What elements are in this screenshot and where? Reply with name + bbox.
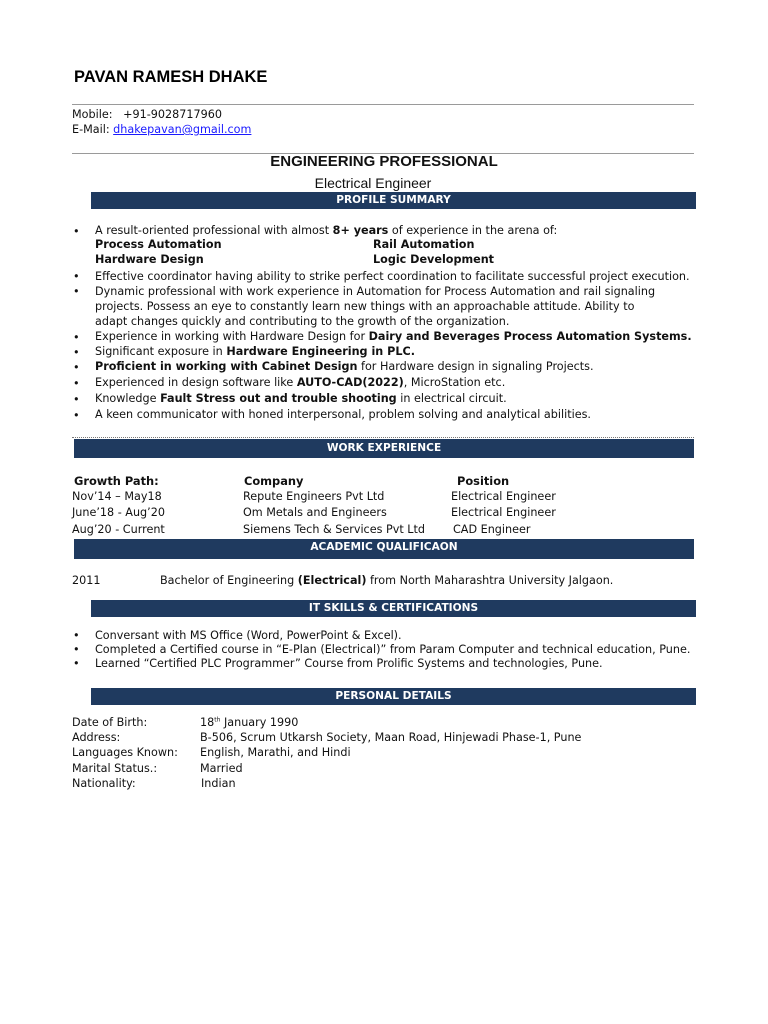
bullet-icon: • [73, 331, 80, 344]
text: from North Maharashtra University Jalgaon. [366, 574, 614, 587]
area-item: Process Automation [95, 238, 222, 251]
text: 18 [200, 716, 215, 729]
text: for Hardware design in signaling Projects. [357, 360, 594, 373]
work-position: Electrical Engineer [451, 506, 556, 519]
personal-details-heading: PERSONAL DETAILS [91, 688, 696, 705]
text-bold: (Electrical) [297, 574, 367, 587]
text: Knowledge [95, 392, 161, 405]
work-position: Electrical Engineer [451, 490, 556, 503]
profile-bullet [95, 330, 692, 343]
bullet-icon: • [73, 346, 80, 359]
profile-bullet-cont: adapt changes quickly and contributing to the growth of the organization. [95, 315, 510, 328]
page-subtitle: Electrical Engineer [314, 175, 432, 191]
text-bold: Proficient in working with Cabinet Design [95, 360, 358, 373]
mobile-value: +91-9028717960 [123, 108, 222, 121]
divider [72, 437, 694, 438]
bullet-icon: • [73, 393, 80, 406]
bullet-icon: • [73, 377, 80, 390]
profile-bullet-cont: projects. Possess an eye to constantly learn new things with an approachable attitude. Ability to [95, 300, 635, 313]
work-experience-heading: WORK EXPERIENCE [74, 439, 694, 458]
languages-value: English, Marathi, and Hindi [200, 746, 351, 759]
work-company: Om Metals and Engineers [243, 506, 387, 519]
candidate-name: PAVAN RAMESH DHAKE [74, 68, 268, 86]
bullet-icon: • [73, 285, 80, 298]
text: Bachelor of Engineering [160, 574, 298, 587]
bullet-icon: • [73, 361, 80, 374]
bullet-icon: • [73, 643, 80, 656]
col-position: Position [457, 474, 510, 488]
academic-heading: ACADEMIC QUALIFICAON [74, 539, 694, 559]
bullet-icon: • [73, 657, 80, 670]
dob-label: Date of Birth: [72, 716, 148, 729]
work-period: June’18 - Aug’20 [72, 506, 165, 519]
mobile-label: Mobile: [72, 108, 113, 121]
col-company: Company [244, 474, 304, 488]
bullet-icon: • [73, 270, 80, 283]
profile-summary-heading: PROFILE SUMMARY [91, 192, 696, 209]
col-growth-path: Growth Path: [74, 474, 159, 488]
languages-label: Languages Known: [72, 746, 178, 759]
page-title: ENGINEERING PROFESSIONAL [270, 153, 498, 170]
email-label: E-Mail: [72, 123, 110, 136]
marital-value: Married [200, 762, 243, 775]
profile-bullet [95, 360, 594, 373]
skill-item: Learned “Certified PLC Programmer” Course from Prolific Systems and technologies, Pune. [95, 657, 603, 670]
text: , MicroStation etc. [403, 376, 506, 389]
text: A result-oriented professional with almost [95, 224, 333, 237]
text-bold: 8+ years [332, 224, 389, 237]
address-label: Address: [72, 731, 121, 744]
area-item: Logic Development [373, 253, 495, 266]
nationality-value: Indian [201, 777, 236, 790]
academic-degree [160, 574, 613, 587]
marital-label: Marital Status.: [72, 762, 158, 775]
profile-bullet: Dynamic professional with work experience in Automation for Process Automation and rail signaling [95, 285, 656, 298]
text-bold: AUTO-CAD(2022) [296, 376, 404, 389]
work-period: Nov’14 – May18 [72, 490, 162, 503]
text: of experience in the arena of: [388, 224, 558, 237]
work-company: Repute Engineers Pvt Ltd [243, 490, 385, 503]
text: Significant exposure in [95, 345, 227, 358]
text: Experienced in design software like [95, 376, 297, 389]
address-value: B-506, Scrum Utkarsh Society, Maan Road, Hinjewadi Phase-1, Pune [200, 731, 582, 744]
work-company: Siemens Tech & Services Pvt Ltd [243, 523, 426, 536]
work-position: CAD Engineer [453, 523, 531, 536]
profile-bullet [95, 376, 505, 389]
bullet-icon: • [73, 409, 80, 422]
profile-bullet [95, 345, 415, 358]
profile-bullet: A keen communicator with honed interpersonal, problem solving and analytical abilities. [95, 408, 591, 421]
dob-value [200, 716, 298, 729]
text-bold: Hardware Engineering in PLC. [226, 345, 415, 358]
nationality-label: Nationality: [72, 777, 136, 790]
profile-bullet [95, 392, 507, 405]
area-item: Hardware Design [95, 253, 204, 266]
text-bold: Fault Stress out and trouble shooting [160, 392, 397, 405]
text: Experience in working with Hardware Design for [95, 330, 369, 343]
profile-intro [95, 224, 557, 237]
text-sup: th [214, 716, 221, 724]
email-line [72, 123, 251, 136]
profile-bullet: Effective coordinator having ability to strike perfect coordination to facilitate successful project execution. [95, 270, 690, 283]
email-link[interactable]: dhakepavan@gmail.com [113, 123, 252, 136]
academic-year: 2011 [72, 574, 101, 587]
work-period: Aug’20 - Current [72, 523, 165, 536]
divider [72, 104, 694, 105]
bullet-icon: • [73, 629, 80, 642]
bullet-icon: • [73, 225, 80, 238]
mobile-line [72, 108, 222, 121]
text: in electrical circuit. [396, 392, 507, 405]
it-skills-heading: IT SKILLS & CERTIFICATIONS [91, 600, 696, 617]
skill-item: Conversant with MS Office (Word, PowerPoint & Excel). [95, 629, 402, 642]
text: January 1990 [220, 716, 299, 729]
area-item: Rail Automation [373, 238, 475, 251]
text-bold: Dairy and Beverages Process Automation Systems. [368, 330, 692, 343]
skill-item: Completed a Certified course in “E-Plan (Electrical)” from Param Computer and technical education, Pune. [95, 643, 691, 656]
